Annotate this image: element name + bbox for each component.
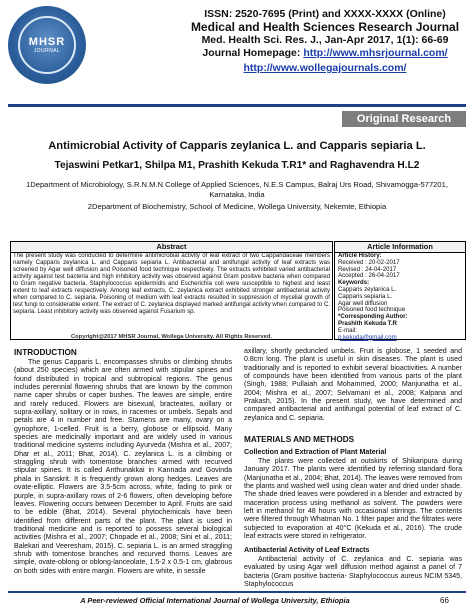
collection-subheading: Collection and Extraction of Plant Material	[244, 448, 387, 456]
antibacterial-subheading: Antibacterial Activity of Leaf Extracts	[244, 546, 370, 554]
alt-homepage-link[interactable]: http://www.wollegajournals.com/	[243, 62, 407, 74]
keyword-item: Capparis zeylanica L.	[338, 285, 397, 293]
affiliation-1: 1Department of Microbiology, S.R.N.M.N College of Applied Sciences, N.E.S Campus, Balraj Urs Road, Shivamogga-577201, Karnataka, India	[26, 180, 448, 199]
journal-name: Medical and Health Sciences Research Journal	[190, 20, 460, 34]
corresponding-author-name: Prashith Kekuda T.R	[338, 319, 397, 327]
logo-sub: JOURNAL	[33, 48, 61, 54]
antibacterial-paragraph: Antibacterial activity of C. zeylanica and C. sepiaria was evaluated by using Agar well diffusion method against a panel of 7 bacteria (Gram positive bacteria- Staphylococcus aureus NCIM 5345, Staphylococcus	[244, 556, 462, 589]
footer-divider	[8, 591, 466, 593]
logo-name: MHSR	[28, 36, 66, 48]
homepage-line	[180, 47, 470, 60]
keyword-item: Poisoned food technique	[338, 306, 406, 314]
methods-heading: MATERIALS AND METHODS	[244, 435, 355, 444]
abstract-heading: Abstract	[10, 241, 333, 253]
article-type-badge: Original Research	[342, 111, 466, 127]
intro-continued-paragraph: axillary, shortly peduncled umbels. Fruit is globose, 1 seeded and 0.8cm long. The plant is useful in skin diseases. The plant is used traditionally and is reported to exhibit several bioactivities. A number of compounds have been identified from various parts of the plant (Singh, 1988; Pullaiah and Mohammed, 2000; Manjunatha et al., 2004; Mishra et al., 2007; Selvamani et al., 2008; Kalpana and Prakash, 2015). In the present study, we have determined and compared antibacterial and antifungal potential of leaf extract of C. zeylanica and C. sepiaria.	[244, 348, 462, 422]
intro-paragraph: The genus Capparis L. encompasses shrubs or climbing shrubs (about 250 species) which are often armed with stipular spines and found distributed in tropical and subtropical regions. The genus includes perennial flowering shrubs that are known by the common name caper shrubs or caper bushes. The leaves are simple, entire and rarely reduced. Flowers are bisexual, bracteates, axillary or supra-axillary, solitary or in rows, in racemes or umbels. Sepals and petals are 4 in number and free. Stamens are many, ovary on a gynophore, 1-celled. Fruit is a berry, globose or ellipsoid. Many species are medicinally important and are widely used in various traditional medicine systems including Ayurveda (Mishra et al., 2007; Dhar et al., 2011; Bhat, 2014). C. zeylanica L. is a climbing or straggling shrub with tomentose branches armed with recurved stipular spines. It is called Anthunakkai in Kannada and Govinda phala in Sanskrit. It is frequently grown along hedges. Leaves are ovate-elliptic. Flowers are 3.5-5cm across, white, fading to pink or purple, in supra-axillary rows of 2-6 flowers, often developing before leaves. Flowering occurs between December to April. Fruits are said to be edible (Bhat, 2014). Several phytochemicals have been identified from different parts of the plant. The plant is used in traditional medicine and is reported to possess several biological activities (Mishra et al., 2007; Chopade et al., 2008; Sini et al., 2011; Balekari and Veeresham, 2015). C. sepiaria L. is an armed straggling shrub with tomentose branches and recurved thorns. Leaves are simple, ovate-oblong or oblong-lanceolate, 1.5-2 x 0.5-1 cm, glabrous on both sides with entire margin. Flowers are white, in sessile	[14, 359, 232, 575]
corresponding-author-label: *Corresponding Author:	[338, 313, 408, 321]
logo-emblem	[18, 16, 76, 74]
intro-heading: INTRODUCTION	[14, 348, 77, 357]
article-title: Antimicrobial Activity of Capparis zeylanica L. and Capparis sepiaria L.	[48, 140, 426, 152]
author-list: Tejaswini Petkar1, Shilpa M1, Prashith Kekuda T.R1* and Raghavendra H.L2	[54, 160, 420, 171]
journal-logo	[8, 6, 86, 84]
issn-line: ISSN: 2520-7695 (Print) and XXXX-XXXX (Online)	[204, 8, 446, 20]
keywords-label: Keywords:	[338, 279, 370, 287]
abstract-text: The present study was conducted to determine antimicrobial activity of leaf extract of two Capparidaceae members namely Capparis zeylanica L. and Capparis sepiaria L. Antibacterial and antifungal activity of leaf extracts was screened by Agar well diffusion and Poisoned food technique respectively. The extracts exhibited varied antibacterial activity against test bacteria and high inhibitory activity was observed against Gram positive bacteria when compared to Gram negative bacteria. Staphylococcus epidermidis and Escherichia coli were susceptible to highest and least extent to leaf extracts respectively. Among leaf extracts, C. zeylanica extract exhibited stronger antibacterial activity when compared to C. sepiaria. Poisoning of medium with leaf extracts resulted in suppression of mycelial growth of test fungi to considerable extent. The extract of C. zeylanica displayed marked antifungal activity when compared to C. sepiaria. Least inhibitory activity was observed against Fusarium sp.	[13, 253, 330, 316]
citation-line: Med. Health Sci. Res. J., Jan-Apr 2017, 1(1): 66-69	[201, 34, 449, 46]
page-number: 66	[440, 596, 449, 605]
alt-homepage-line	[180, 60, 470, 75]
affiliation-2: 2Department of Biochemistry, School of Medicine, Wollega University, Nekemte, Ethiopia	[87, 202, 387, 211]
article-info-heading: Article Information	[334, 241, 466, 253]
email-link[interactable]: p.kekuda@gmail.com	[338, 333, 397, 341]
email-label: E-mail:	[338, 326, 357, 334]
history-label: Article History:	[338, 252, 382, 259]
footer-text: A Peer-reviewed Official International Journal of Wollega University, Ethiopia	[80, 596, 350, 605]
article-info-box	[334, 252, 466, 340]
header-divider	[8, 104, 466, 107]
journal-header	[180, 8, 470, 75]
abstract-text-box	[10, 252, 333, 340]
homepage-link[interactable]: http://www.mhsrjournal.com/	[303, 47, 448, 59]
homepage-label: Journal Homepage:	[202, 47, 304, 59]
accepted-date: Accepted : 26-04-2017	[338, 272, 400, 280]
keyword-item: Agar well diffusion	[338, 299, 388, 307]
collection-paragraph: The plants were collected at outskirts of Shikaripura during January 2017. The plants were identified by referring standard flora (Manjunatha et al., 2004; Bhat, 2014). The leaves were removed from the plants and washed well using clean water and dried under shade. The shade dried leaves were powdered in a blender and extracted by maceration process using methanol as solvent. The powders were left in methanol for 48 hours with occasional stirrings. The contents were filtered through Whatman No. 1 filter paper and the filtrates were subjected to evaporation at 40°C (Kekuda et al., 2016). The crude leaf extracts were stored in refrigerator.	[244, 458, 462, 541]
revised-date: Revised : 24-04-2017	[338, 265, 397, 273]
copyright-line: Copyright@2017 MHSR Journal, Wollega University. All Rights Reserved.	[70, 334, 273, 340]
received-date: Received : 20-02-2017	[338, 258, 400, 266]
keyword-item: Capparis sepiaria L.	[338, 292, 393, 300]
